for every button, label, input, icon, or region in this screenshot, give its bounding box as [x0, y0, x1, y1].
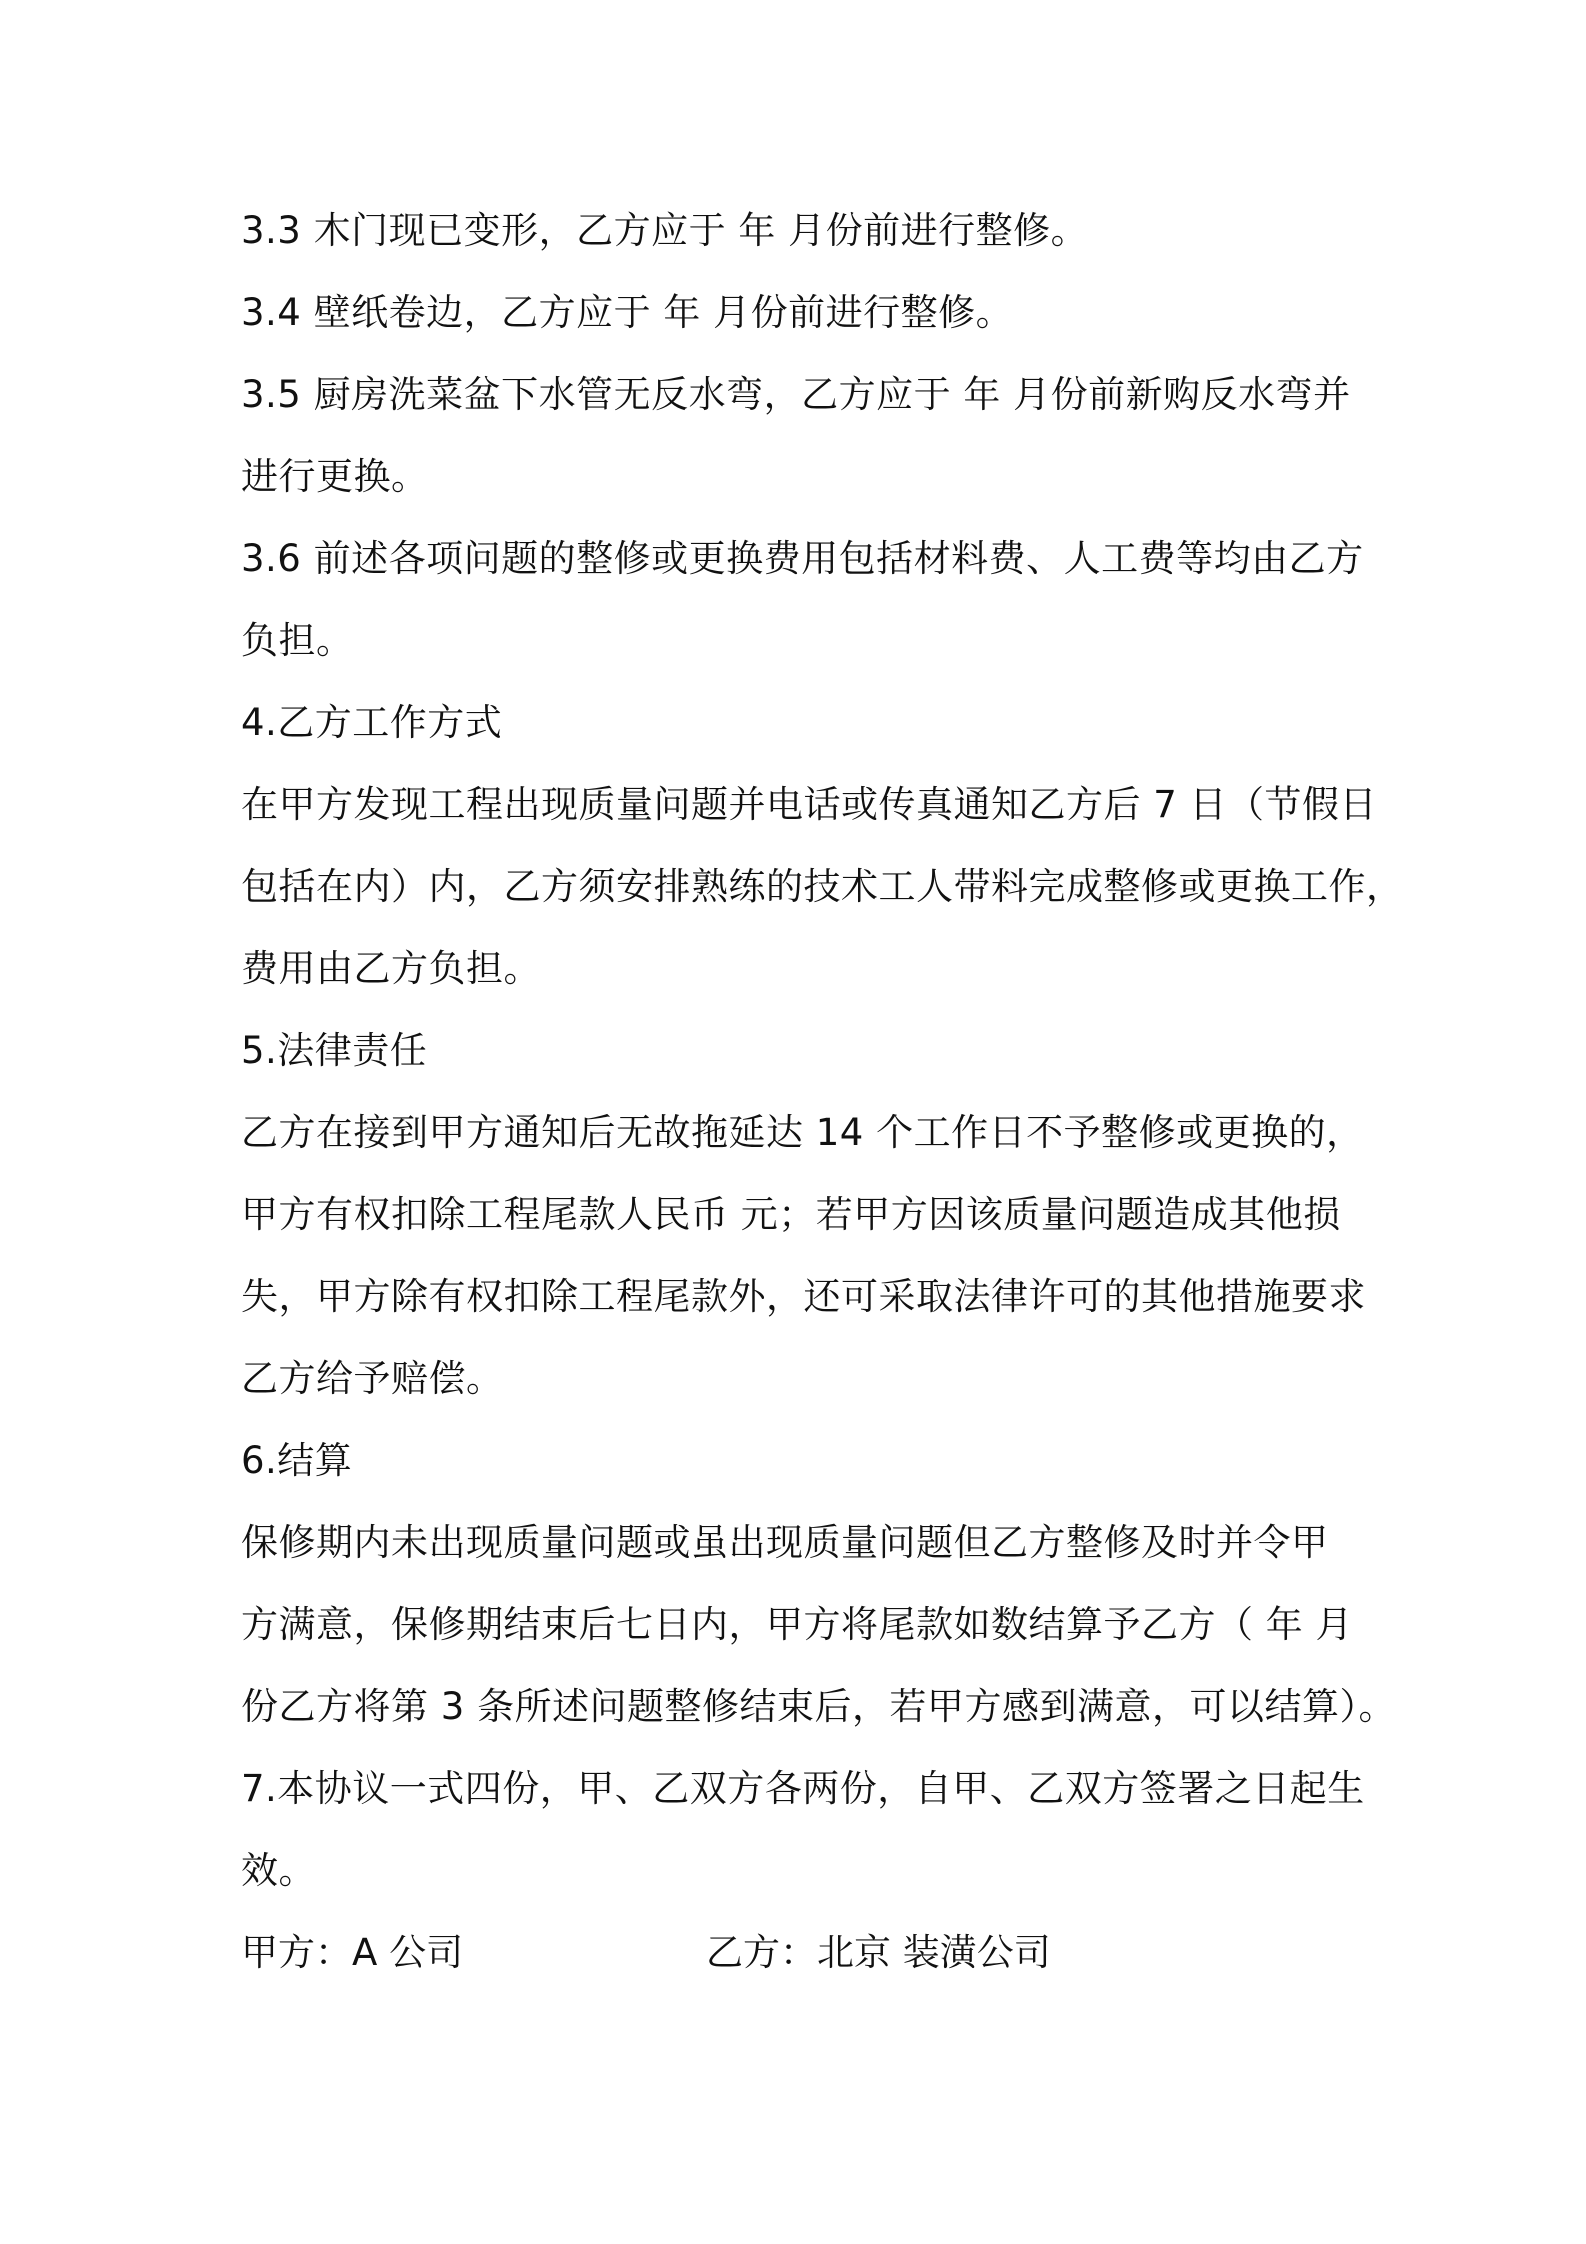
- text-line: 在甲方发现工程出现质量问题并电话或传真通知乙方后 7 日（节假日: [241, 783, 1378, 826]
- document-body: [241, 200, 1404, 2004]
- section-heading: 4.乙方工作方式: [241, 701, 503, 744]
- party-a-signature: 甲方：A 公司: [241, 1931, 464, 1974]
- text-line: 效。: [241, 1849, 316, 1892]
- text-line: 份乙方将第 3 条所述问题整修结束后，若甲方感到满意，可以结算）。: [241, 1685, 1397, 1728]
- section-heading: 6.结算: [241, 1439, 353, 1482]
- text-line: 3.3 木门现已变形，乙方应于 年 月份前进行整修。: [241, 209, 1089, 252]
- text-line: 失，甲方除有权扣除工程尾款外，还可采取法律许可的其他措施要求: [241, 1275, 1366, 1318]
- text-line: 3.4 壁纸卷边，乙方应于 年 月份前进行整修。: [241, 291, 1014, 334]
- party-b-signature: 乙方：北京 装潢公司: [706, 1931, 1051, 1974]
- text-line: 方满意，保修期结束后七日内，甲方将尾款如数结算予乙方（ 年 月: [241, 1603, 1354, 1646]
- text-line: 7.本协议一式四份，甲、乙双方各两份，自甲、乙双方签署之日起生: [241, 1767, 1365, 1810]
- text-line: 保修期内未出现质量问题或虽出现质量问题但乙方整修及时并令甲: [241, 1521, 1329, 1564]
- text-line: 乙方在接到甲方通知后无故拖延达 14 个工作日不予整修或更换的，: [241, 1111, 1364, 1154]
- text-line: 费用由乙方负担。: [241, 947, 541, 990]
- text-line: 包括在内）内，乙方须安排熟练的技术工人带料完成整修或更换工作，: [241, 865, 1404, 908]
- text-line: 负担。: [241, 619, 354, 662]
- text-line: 乙方给予赔偿。: [241, 1357, 504, 1400]
- text-line: 甲方有权扣除工程尾款人民币 元；若甲方因该质量问题造成其他损: [241, 1193, 1341, 1236]
- signature-line: [241, 1922, 1391, 2004]
- text-line: 3.5 厨房洗菜盆下水管无反水弯，乙方应于 年 月份前新购反水弯并: [241, 373, 1351, 416]
- text-line: 进行更换。: [241, 455, 429, 498]
- text-line: 3.6 前述各项问题的整修或更换费用包括材料费、人工费等均由乙方: [241, 537, 1364, 580]
- section-heading: 5.法律责任: [241, 1029, 428, 1072]
